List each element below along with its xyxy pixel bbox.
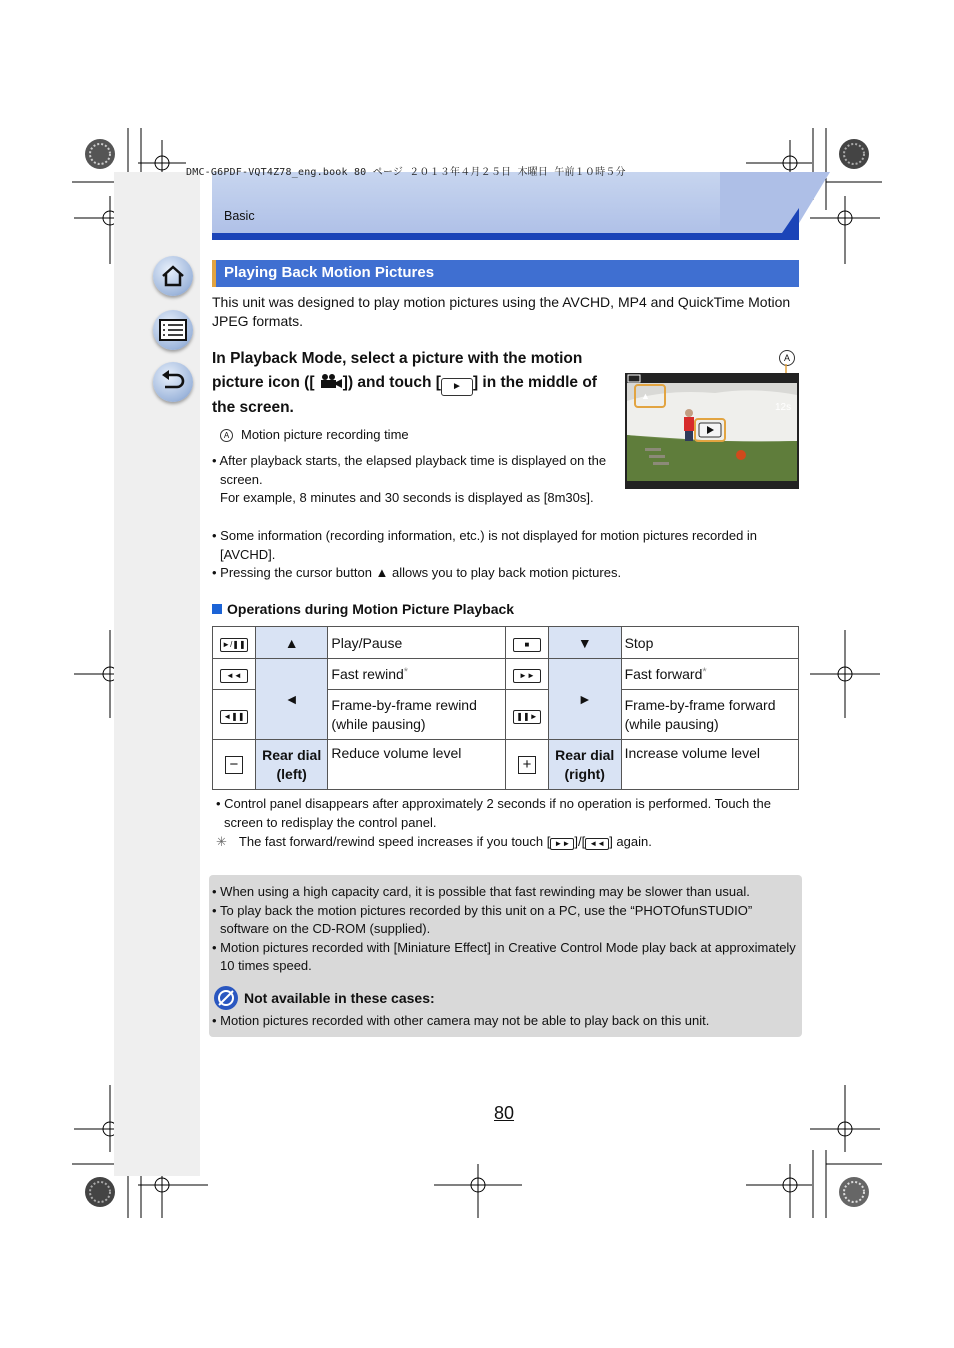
- fast-rewind-text: Fast rewind*: [328, 659, 506, 690]
- instruction-heading: [212, 347, 622, 420]
- rear-dial-left: Rear dial (left): [255, 740, 328, 790]
- plus-button-icon: +: [506, 740, 549, 790]
- menu-button[interactable]: [153, 310, 193, 350]
- fast-forward-button-icon: ►►: [506, 659, 549, 690]
- frame-forward-button-icon: ❚❚►: [506, 690, 549, 740]
- bullet-list-1: [212, 452, 612, 508]
- back-button[interactable]: [153, 362, 193, 402]
- home-button[interactable]: [153, 256, 193, 296]
- stop-text: Stop: [621, 627, 798, 659]
- tip-item: • When using a high capacity card, it is possible that fast rewinding may be slower than usual.: [212, 884, 750, 899]
- header-rule: [212, 233, 799, 240]
- rear-dial-right: Rear dial (right): [548, 740, 621, 790]
- minus-button-icon: −: [213, 740, 256, 790]
- tip-item: • To play back the motion pictures recorded by this unit on a PC, use the “PHOTOfunSTUDIO” software on the CD-ROM (supplied).: [212, 902, 753, 936]
- speed-note: ✳ The fast forward/rewind speed increases if you touch [ ►► ]/[ ◄◄ ] again.: [216, 834, 652, 849]
- print-info-line: DMC-G6PDF-VQT4Z78_eng.book 80 ページ ２０１３年４月２５日 木曜日 午前１０時５分: [186, 167, 626, 178]
- bullet-item: • Some information (recording information, etc.) is not displayed for motion pictures recorded in [AVCHD].: [212, 528, 758, 562]
- square-bullet-icon: [212, 604, 222, 614]
- section-label: Basic: [224, 209, 255, 223]
- menu-list-icon: [159, 319, 187, 341]
- note-a: [220, 427, 409, 442]
- instruction-part1: In Playback Mode, select a picture with the motion picture icon ([: [212, 350, 583, 391]
- header-slant: [720, 172, 830, 238]
- intro-paragraph: This unit was designed to play motion pictures using the AVCHD, MP4 and QuickTime Motion JPEG formats.: [212, 294, 791, 329]
- play-pause-text: Play/Pause: [328, 627, 506, 659]
- bullet-item: • After playback starts, the elapsed playback time is displayed on the screen.: [212, 453, 607, 487]
- tip-item: • Motion pictures recorded with [Miniature Effect] in Creative Control Mode play back at approximately 10 times speed.: [212, 939, 796, 973]
- operations-title: Operations during Motion Picture Playback: [212, 601, 514, 617]
- not-available-icon: [214, 986, 238, 1010]
- cursor-left-symbol: ◄: [255, 659, 328, 740]
- home-icon: [160, 264, 186, 288]
- page-number: 80: [494, 1103, 515, 1123]
- fast-rewind-button-icon: ◄◄: [213, 659, 256, 690]
- instruction-part2: ]) and touch [: [342, 374, 441, 391]
- not-available-item: • Motion pictures recorded with other camera may not be able to play back on this unit.: [212, 1013, 710, 1028]
- cursor-down-symbol: ▼: [548, 627, 621, 659]
- motion-picture-icon: [319, 373, 343, 389]
- operations-table: [212, 626, 799, 790]
- tips-list: [212, 883, 798, 976]
- playback-screen-image: [625, 373, 799, 489]
- bullet-item-cont: For example, 8 minutes and 30 seconds is displayed as [8m30s].: [220, 490, 594, 505]
- stop-button-icon: ■: [506, 627, 549, 659]
- reduce-volume-text: Reduce volume level: [328, 740, 506, 790]
- fast-forward-text: Fast forward*: [621, 659, 798, 690]
- bullet-item: • Control panel disappears after approximately 2 seconds if no operation is performed. Touch the screen to redisplay the control panel.: [216, 796, 771, 830]
- callout-label-a: A: [779, 350, 795, 366]
- back-arrow-icon: [159, 370, 187, 394]
- frame-forward-text: Frame-by-frame forward (while pausing): [621, 690, 798, 740]
- header-band: [212, 172, 799, 238]
- note-a-label: A: [220, 429, 233, 442]
- increase-volume-text: Increase volume level: [621, 740, 798, 790]
- play-pause-button-icon: ►/❚❚: [213, 627, 256, 659]
- cursor-up-symbol: ▲: [255, 627, 328, 659]
- play-button-icon: ►: [441, 378, 473, 396]
- not-available-list: [212, 1012, 802, 1031]
- table-notes: [216, 795, 798, 852]
- svg-text:▲: ▲: [641, 391, 650, 401]
- bullet-item: • Pressing the cursor button ▲ allows you to play back motion pictures.: [212, 565, 622, 580]
- frame-rewind-text: Frame-by-frame rewind (while pausing): [328, 690, 506, 740]
- bullet-list-2: [212, 527, 802, 583]
- section-title: Playing Back Motion Pictures: [212, 260, 799, 287]
- instruction-part3: ] in the middle of the screen.: [212, 374, 597, 416]
- recording-time-label: 12s: [775, 402, 792, 413]
- cursor-right-symbol: ►: [548, 659, 621, 740]
- not-available-title: Not available in these cases:: [244, 990, 435, 1006]
- frame-rewind-button-icon: ◄❚❚: [213, 690, 256, 740]
- note-a-text: Motion picture recording time: [241, 427, 409, 442]
